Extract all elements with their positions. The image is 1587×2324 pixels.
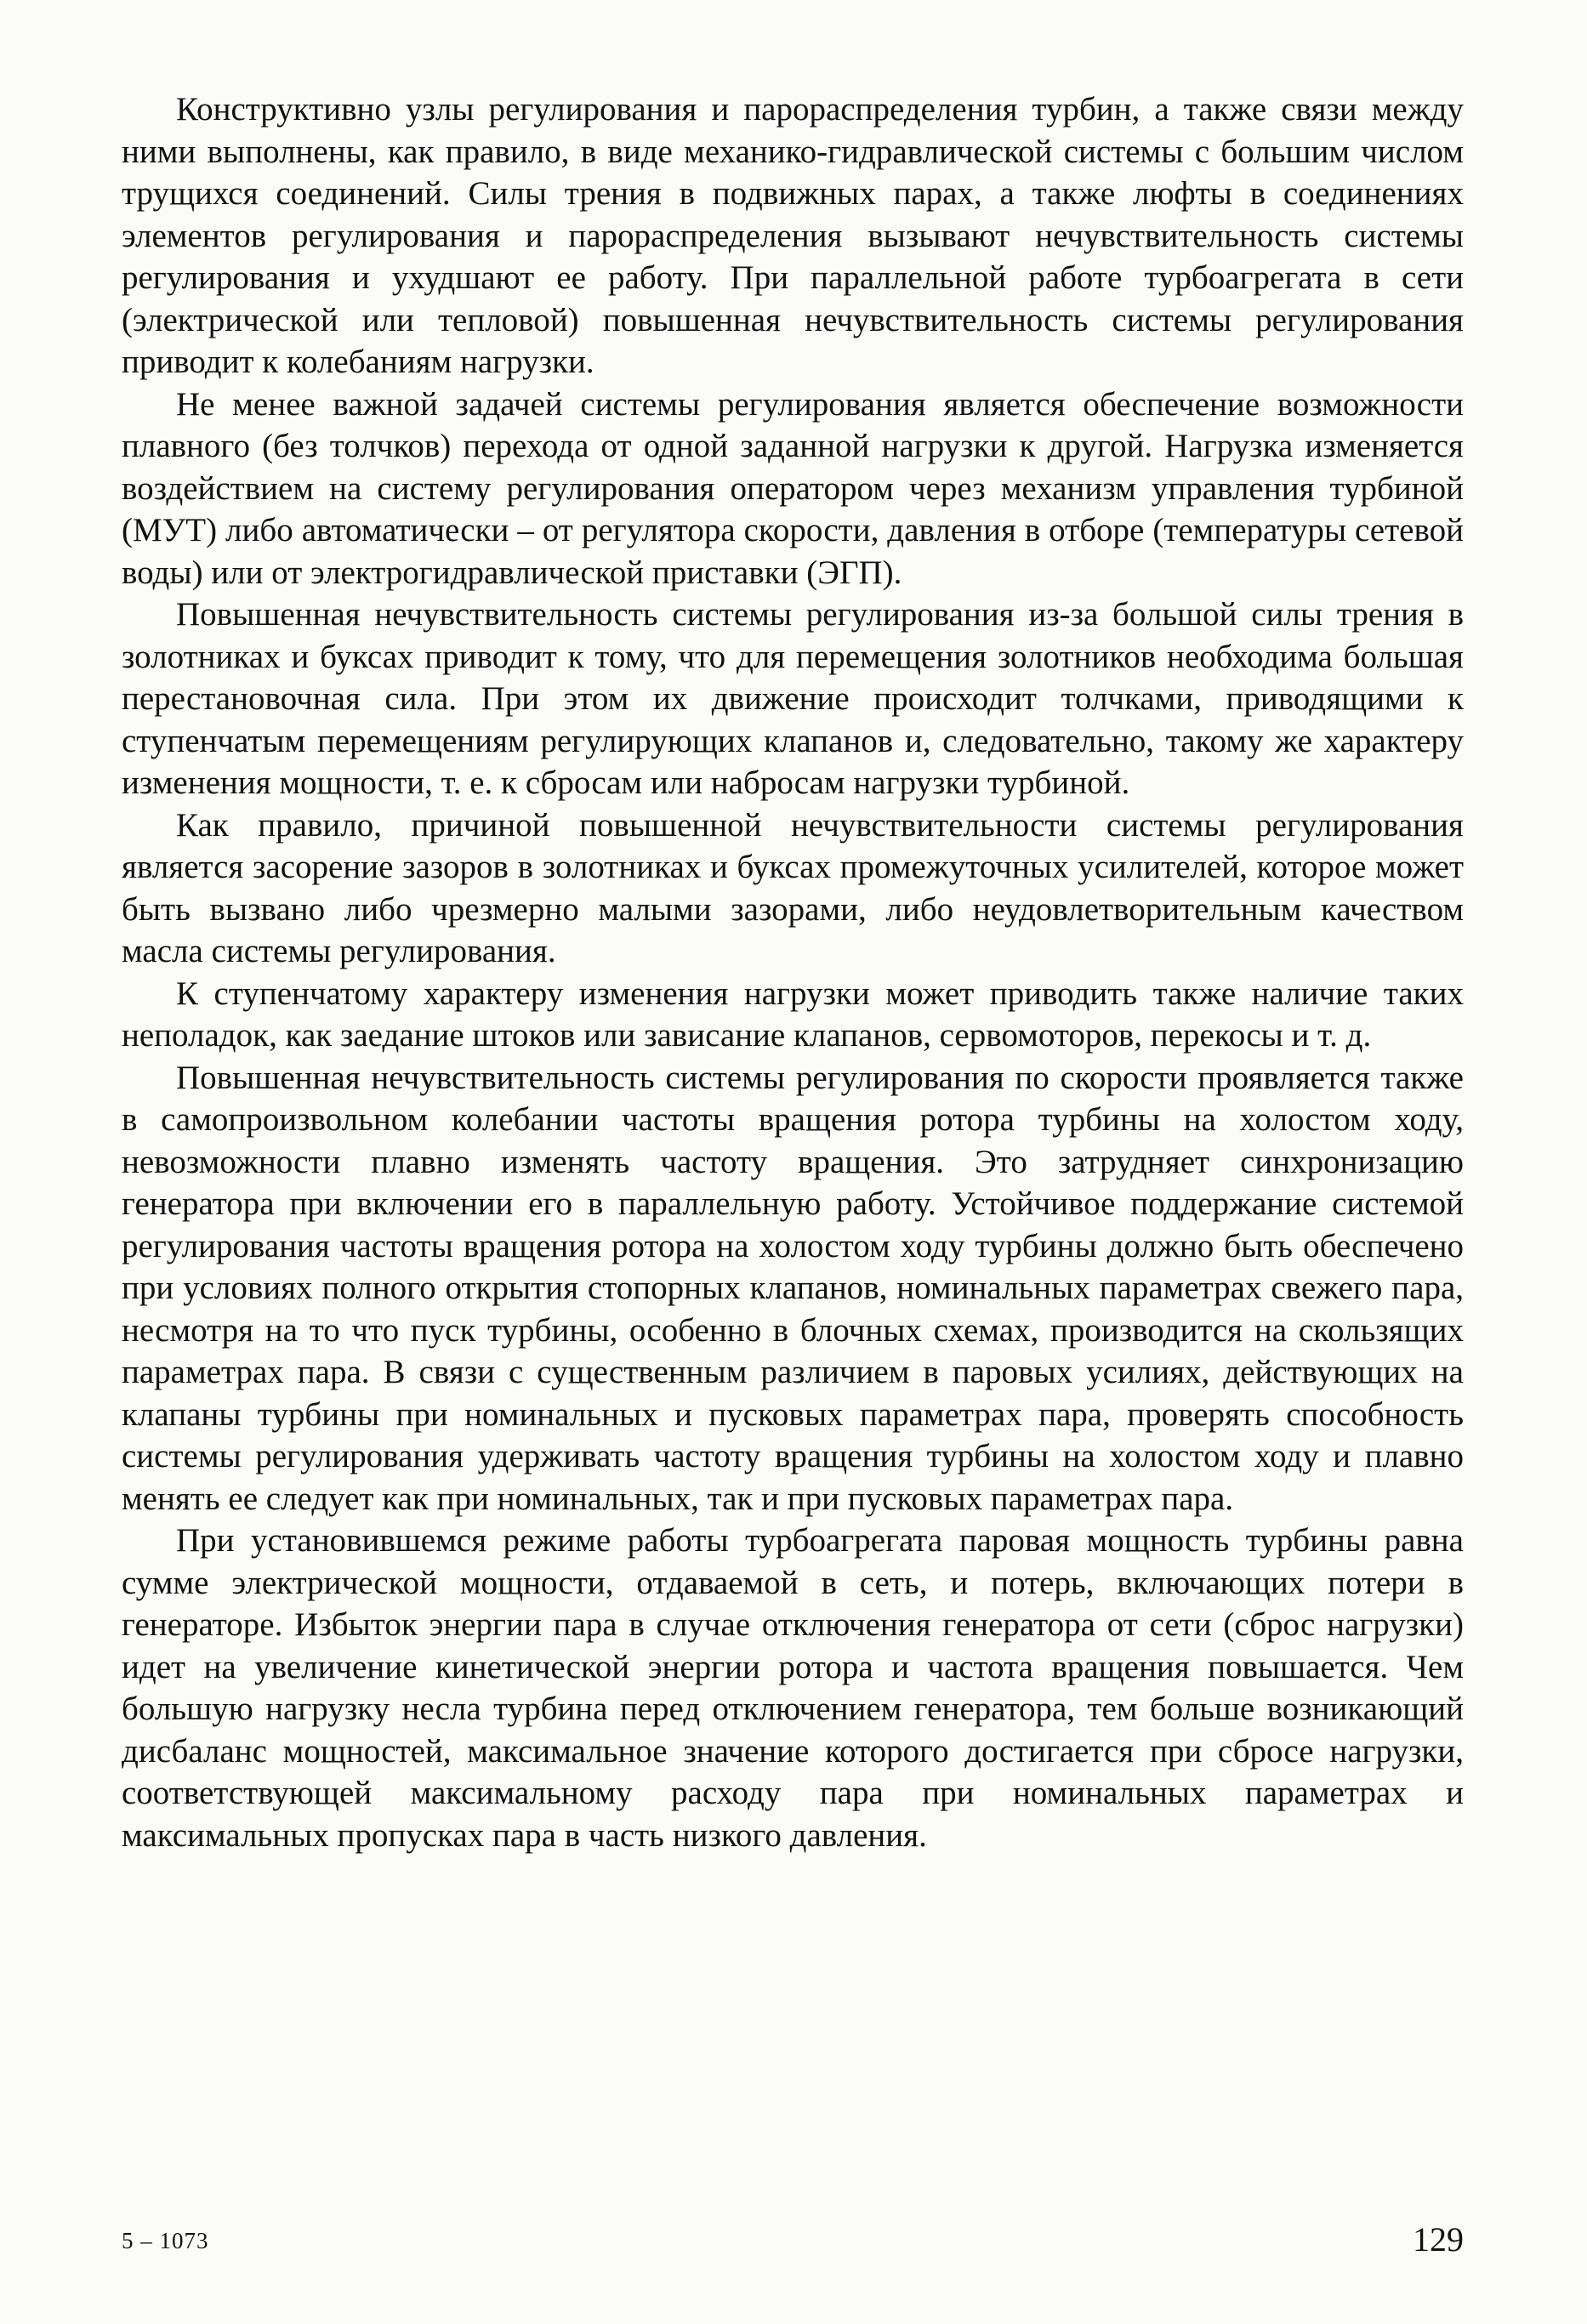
paragraph-3: Повышенная нечувствительность системы регулирования из-за большой силы трения в золотниках и буксах приводит к тому, что для перемещения золотников необходима большая перестановочная сила. При этом их движение происходит толчками, приводящими к ступенчатым перемещениям регулирующих клапанов и, следовательно, такому же характеру изменения мощности, т. е. к сбросам или набросам нагрузки турбиной. — [122, 596, 1464, 801]
paragraph-4: Как правило, причиной повышенной нечувствительности системы регулирования является засорение зазоров в золотниках и буксах промежуточных усилителей, которое может быть вызвано либо чрезмерно малыми зазорами, либо неудовлетворительным качеством масла системы регулирования. — [122, 806, 1464, 969]
paragraph-2: Не менее важной задачей системы регулирования является обеспечение возможности плавного (без толчков) перехода от одной заданной нагрузки к другой. Нагрузка изменяется воздействием на систему регулирования оператором через механизм управления турбиной (МУТ) либо автоматически – от регулятора скорости, давления в отборе (температуры сетевой воды) или от электрогидравлической приставки (ЭГП). — [122, 385, 1464, 591]
paragraph-7: При установившемся режиме работы турбоагрегата паровая мощность турбины равна сумме электрической мощности, отдаваемой в сеть, и потерь, включающих потери в генераторе. Избыток энергии пара в случае отключения генератора от сети (сброс нагрузки) идет на увеличение кинетической энергии ротора и частота вращения повышается. Чем большую нагрузку несла турбина перед отключением генератора, тем больше возникающий дисбаланс мощностей, максимальное значение которого достигается при сбросе нагрузки, соответствующей максимальному расходу пара при номинальных параметрах и максимальных пропусках пара в часть низкого давления. — [122, 1522, 1464, 1854]
paragraph-5: К ступенчатому характеру изменения нагрузки может приводить также наличие таких неполадок, как заедание штоков или зависание клапанов, сервомоторов, перекосы и т. д. — [122, 974, 1464, 1054]
body-text — [122, 88, 1464, 1856]
paragraph-1: Конструктивно узлы регулирования и парораспределения турбин, а также связи между ними выполнены, как правило, в виде механико-гидравлической системы с большим числом трущихся соединений. Силы трения в подвижных парах, а также люфты в соединениях элементов регулирования и парораспределения вызывают нечувствительность системы регулирования и ухудшают ее работу. При параллельной работе турбоагрегата в сети (электрической или тепловой) повышенная нечувствительность системы регулирования приводит к колебаниям нагрузки. — [122, 91, 1464, 380]
signature-mark: 5 – 1073 — [122, 2228, 209, 2253]
page-number: 129 — [1413, 2220, 1464, 2259]
paragraph-6: Повышенная нечувствительность системы регулирования по скорости проявляется также в самопроизвольном колебании частоты вращения ротора турбины на холостом ходу, невозможности плавно изменять частоту вращения. Это затрудняет синхронизацию генератора при включении его в параллельную работу. Устойчивое поддержание системой регулирования частоты вращения ротора на холостом ходу турбины должно быть обеспечено при условиях полного открытия стопорных клапанов, номинальных параметрах свежего пара, несмотря на то что пуск турбины, особенно в блочных схемах, производится на скользящих параметрах пара. В связи с существенным различием в паровых усилиях, действующих на клапаны турбины при номинальных и пусковых параметрах пара, проверять способность системы регулирования удерживать частоту вращения турбины на холостом ходу и плавно менять ее следует как при номинальных, так и при пусковых параметрах пара. — [122, 1059, 1464, 1517]
